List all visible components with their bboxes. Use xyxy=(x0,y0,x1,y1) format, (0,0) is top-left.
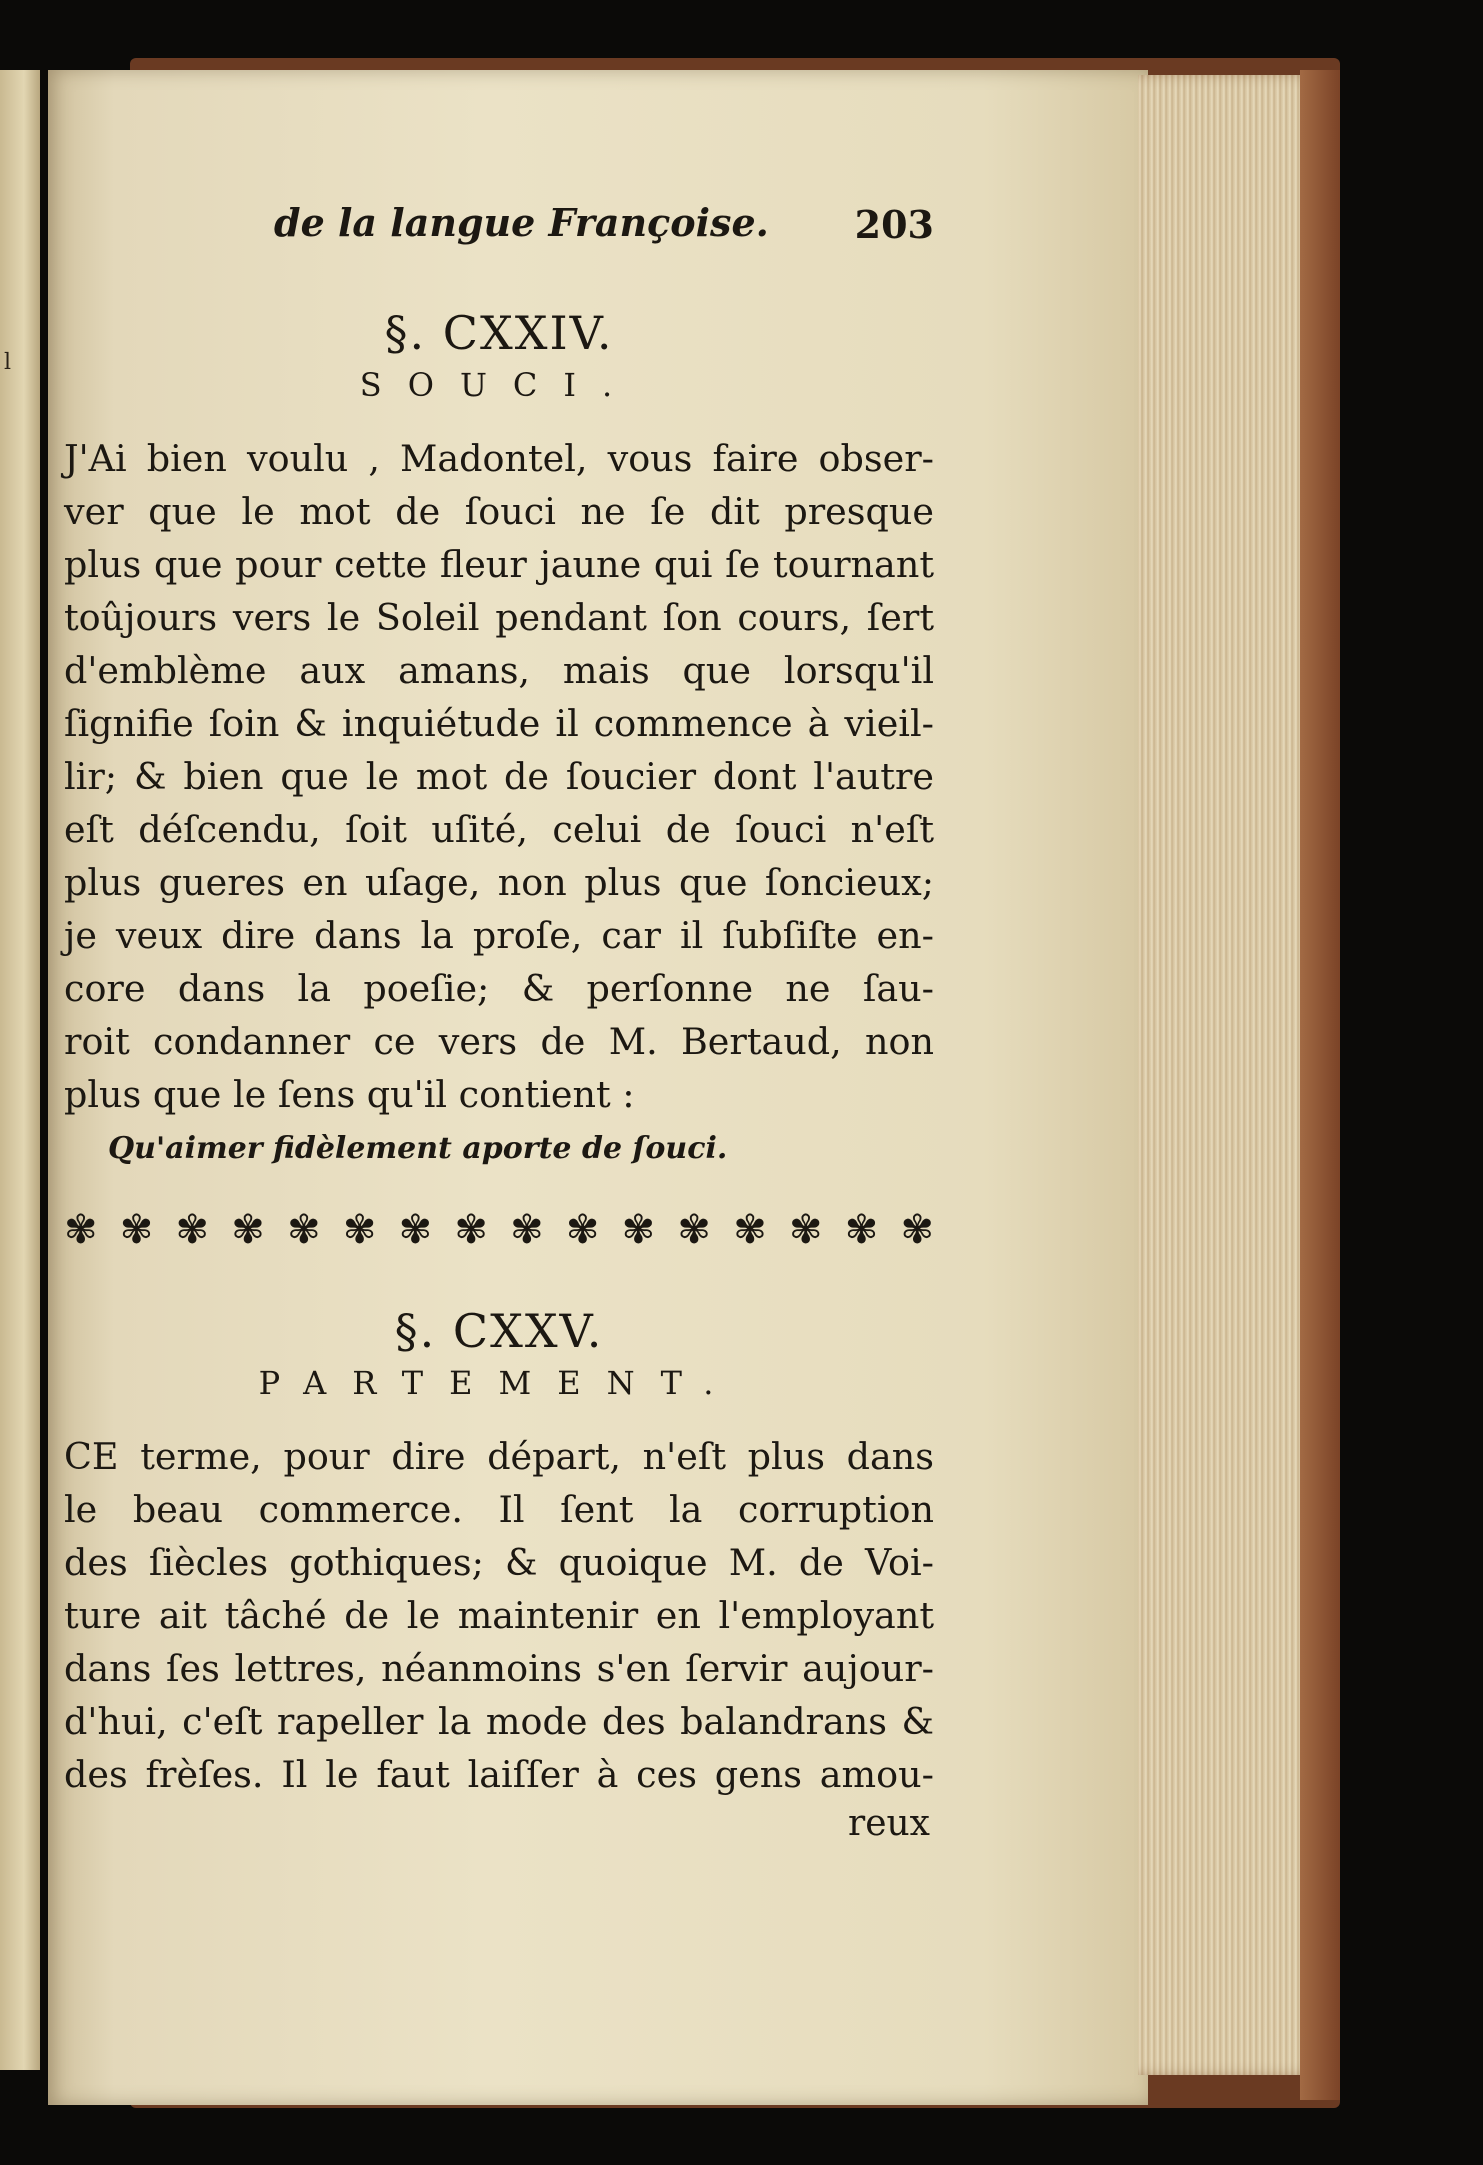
text-line: dans ſes lettres, néanmoins s'en ſervir aujour- xyxy=(64,1647,934,1690)
fleuron-ornament-icon: ✾ xyxy=(788,1207,823,1253)
page-number: 203 xyxy=(854,202,934,247)
left-page-edge xyxy=(0,70,40,2070)
running-head xyxy=(64,200,934,256)
fleuron-ornament-icon: ✾ xyxy=(454,1207,488,1253)
verse-quotation: Qu'aimer fidèlement aporte de ſouci. xyxy=(108,1131,728,1166)
book-binding xyxy=(1300,70,1340,2100)
text-line: ture ait tâché de le maintenir en l'employant xyxy=(64,1594,934,1637)
text-line: CE terme, pour dire départ, n'eſt plus dans xyxy=(64,1435,934,1478)
fleuron-ornament-icon: ✾ xyxy=(64,1207,98,1253)
text-line: plus que le ſens qu'il contient : xyxy=(64,1073,635,1116)
fleuron-ornament-icon: ✾ xyxy=(900,1207,934,1253)
fleuron-ornament-icon: ✾ xyxy=(565,1207,600,1253)
ornament-band xyxy=(64,1206,934,1254)
text-line: roit condanner ce vers de M. Bertaud, non xyxy=(64,1020,934,1063)
text-line: J'Ai bien voulu , Madontel, vous faire obser- xyxy=(64,437,934,480)
fleuron-ornament-icon: ✾ xyxy=(398,1207,433,1253)
fleuron-ornament-icon: ✾ xyxy=(342,1207,377,1253)
text-line: core dans la poeſie; & perſonne ne ſau- xyxy=(64,967,934,1010)
page-text-block xyxy=(64,200,934,1844)
fleuron-ornament-icon: ✾ xyxy=(677,1207,711,1253)
fleuron-ornament-icon: ✾ xyxy=(175,1207,210,1253)
section-title-souci: SOUCI. xyxy=(359,366,639,404)
text-line: d'emblème aux amans, mais que lorsqu'il xyxy=(64,649,934,692)
fleuron-ornament-icon: ✾ xyxy=(733,1207,767,1253)
paragraph-partement xyxy=(64,1430,934,1801)
text-line: lir; & bien que le mot de ſoucier dont l'autre xyxy=(64,755,934,798)
fleuron-ornament-icon: ✾ xyxy=(621,1207,656,1253)
section-title-partement: PARTEMENT. xyxy=(258,1364,740,1402)
text-line: plus que pour cette fleur jaune qui ſe tournant xyxy=(64,543,934,586)
paragraph-souci xyxy=(64,432,934,1121)
text-line: le beau commerce. Il ſent la corruption xyxy=(64,1488,934,1531)
fleuron-ornament-icon: ✾ xyxy=(510,1207,544,1253)
catchword: reux xyxy=(847,1803,930,1844)
text-line: eſt déſcendu, ſoit uſité, celui de ſouci n'eſt xyxy=(64,808,934,851)
text-line: des frèſes. Il le faut laiſſer à ces gens amou- xyxy=(64,1753,934,1796)
text-line: plus gueres en uſage, non plus que ſoncieux; xyxy=(64,861,934,904)
fleuron-ornament-icon: ✾ xyxy=(844,1207,879,1253)
text-line: je veux dire dans la proſe, car il ſubſiſte en- xyxy=(64,914,934,957)
fleuron-ornament-icon: ✾ xyxy=(231,1207,265,1253)
fleuron-ornament-icon: ✾ xyxy=(287,1207,321,1253)
text-line: ver que le mot de ſouci ne ſe dit presque xyxy=(64,490,934,533)
section-heading-cxxiv: §. CXXIV. xyxy=(384,306,614,360)
text-line: des ſiècles gothiques; & quoique M. de Voi- xyxy=(64,1541,934,1584)
text-line: toûjours vers le Soleil pendant ſon cours, ſert xyxy=(64,596,934,639)
fleuron-ornament-icon: ✾ xyxy=(119,1207,154,1253)
running-title: de la langue Françoise. xyxy=(274,200,769,245)
text-line: d'hui, c'eſt rapeller la mode des balandrans & xyxy=(64,1700,934,1743)
left-page-fragment: l xyxy=(4,350,12,375)
section-heading-cxxv: §. CXXV. xyxy=(394,1304,604,1358)
text-line: ſignifie ſoin & inquiétude il commence à vieil- xyxy=(64,702,934,745)
